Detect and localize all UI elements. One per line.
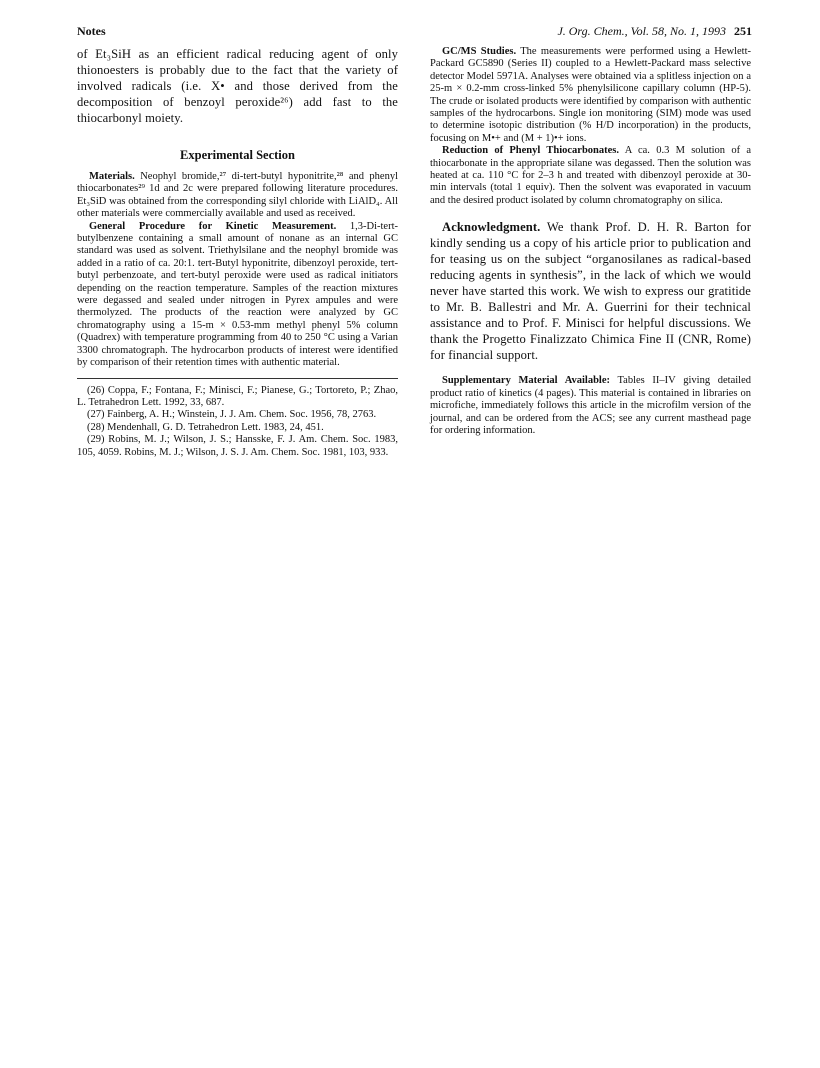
acknowledgment-paragraph xyxy=(430,219,751,363)
spacer xyxy=(430,363,751,375)
reduction-text: A ca. 0.3 M solution of a thiocarbonate in the appropriate silane was degassed. Then the solution was heated at ca. 110 °C for 2–3 h and treated with dibenzoyl peroxide at 30-min intervals (total 1 equiv). Then the solvent was evaporated in vacuum and the desired product isolated by column chromatography on silica. xyxy=(430,145,751,206)
footnote-29: (29) Robins, M. J.; Wilson, J. S.; Hansske, F. J. Am. Chem. Soc. 1983, 105, 4059. Robins, M. J.; Wilson, J. S. J. Am. Chem. Soc. 1981, 103, 933. xyxy=(77,434,398,458)
materials-label: Materials. xyxy=(89,171,135,182)
materials-paragraph xyxy=(77,171,398,221)
intro-paragraph: of Et₃SiH as an efficient radical reducing agent of only thionoesters is probably due to the fact that the variety of involved radicals (i.e. X• and those derived from the decomposition of benzoyl peroxide²⁶) add fast to the thiocarbonyl moiety. xyxy=(77,47,398,125)
gcms-label: GC/MS Studies. xyxy=(442,46,517,57)
spacer xyxy=(430,207,751,219)
supplementary-text: Tables II–IV giving detailed product ratio of kinetics (4 pages). This material is contained in libraries on microfiche, immediately follows this article in the microfilm version of the journal, and can be ordered from the ACS; see any current masthead page for ordering information. xyxy=(430,375,752,436)
materials-text: Neophyl bromide,²⁷ di-tert-butyl hyponitrite,²⁸ and phenyl thiocarbonates²⁹ 1d and 2c were prepared following literature procedures. Et₃SiD was obtained from the corresponding silyl chloride with LiAlD₄. All other materials were commercially available and used as received. xyxy=(77,171,398,220)
reduction-label: Reduction of Phenyl Thiocarbonates. xyxy=(442,145,620,157)
acknowledgment-label: Acknowledgment. xyxy=(442,220,541,235)
kinetic-text: 1,3-Di-tert-butylbenzene containing a small amount of nonane as an internal GC standard was used as solvent. Triethylsilane and the neophyl bromide was added in a ratio of ca. 20:1. tert-Butyl hyponitrite, dibenzoyl peroxide, tert-butyl perbenzoate, and tert-butyl peroxide were used as radical initiators depending on the reaction temperature. Samples of the reaction mixtures were degassed and sealed under nitrogen in Pyrex ampules and were thermolyzed. The products of the reaction were analyzed by GC chromatography using a 15-m × 0.53-mm methyl phenyl 5% column (Quadrex) with temperature programming from 40 to 250 °C using a Varian 3300 chromatograph. The hydrocarbon products of interest were identified by comparison of their retention times with authentic material. xyxy=(77,220,398,369)
gcms-text: The measurements were performed using a Hewlett-Packard GC5890 (Series II) coupled to a Hewlett-Packard mass selective detector Model 5971A. Analyses were obtained via a splitless injection on a 25-m × 0.2-mm cross-linked 5% phenylsilicone capillary column (HP-5). The crude or isolated products were identified by comparison with authentic samples of the hydrocarbons. Single ion monitoring (SIM) mode was used to determine isotopic distribution (% H/D incorporation) in the products, focusing on M•+ and (M + 1)•+ ions. xyxy=(430,46,751,144)
kinetic-label: General Procedure for Kinetic Measurement. xyxy=(89,220,337,232)
page-number: 251 xyxy=(734,24,752,38)
supplementary-label: Supplementary Material Available: xyxy=(442,375,610,387)
section-label: Notes xyxy=(77,24,106,38)
gcms-paragraph xyxy=(430,46,751,145)
journal-citation xyxy=(557,24,752,39)
footnote-28: (28) Mendenhall, G. D. Tetrahedron Lett. 1983, 24, 451. xyxy=(87,421,324,433)
footnote-27: (27) Fainberg, A. H.; Winstein, J. J. Am. Chem. Soc. 1956, 78, 2763. xyxy=(87,409,377,421)
supplementary-paragraph xyxy=(430,375,751,437)
running-head xyxy=(77,24,752,42)
footnote-rule xyxy=(77,378,398,379)
footnote-26: (26) Coppa, F.; Fontana, F.; Minisci, F.; Pianese, G.; Tortoreto, P.; Zhao, L. Tetrahedron Lett. 1992, 33, 687. xyxy=(77,384,398,408)
acknowledgment-text: We thank Prof. D. H. R. Barton for kindly sending us a copy of his article prior to publication and for teasing us on the subject “organosilanes as radical-based reducing agents in synthesis”, in the lack of which we would never have started this work. We wish to express our gratitide to Mr. B. Ballestri and Mr. A. Guerrini for their technical assistance and to Prof. F. Minisci for helpful discussions. We thank the Progetto Finalizzato Chimica Fine II (CNR, Rome) for financial support. xyxy=(430,220,751,363)
reduction-paragraph xyxy=(430,145,751,207)
right-column xyxy=(430,46,751,437)
journal-name: J. Org. Chem., Vol. 58, No. 1, 1993 xyxy=(557,24,726,38)
left-column xyxy=(77,46,398,459)
section-heading: Experimental Section xyxy=(180,148,295,162)
kinetic-paragraph xyxy=(77,221,398,370)
